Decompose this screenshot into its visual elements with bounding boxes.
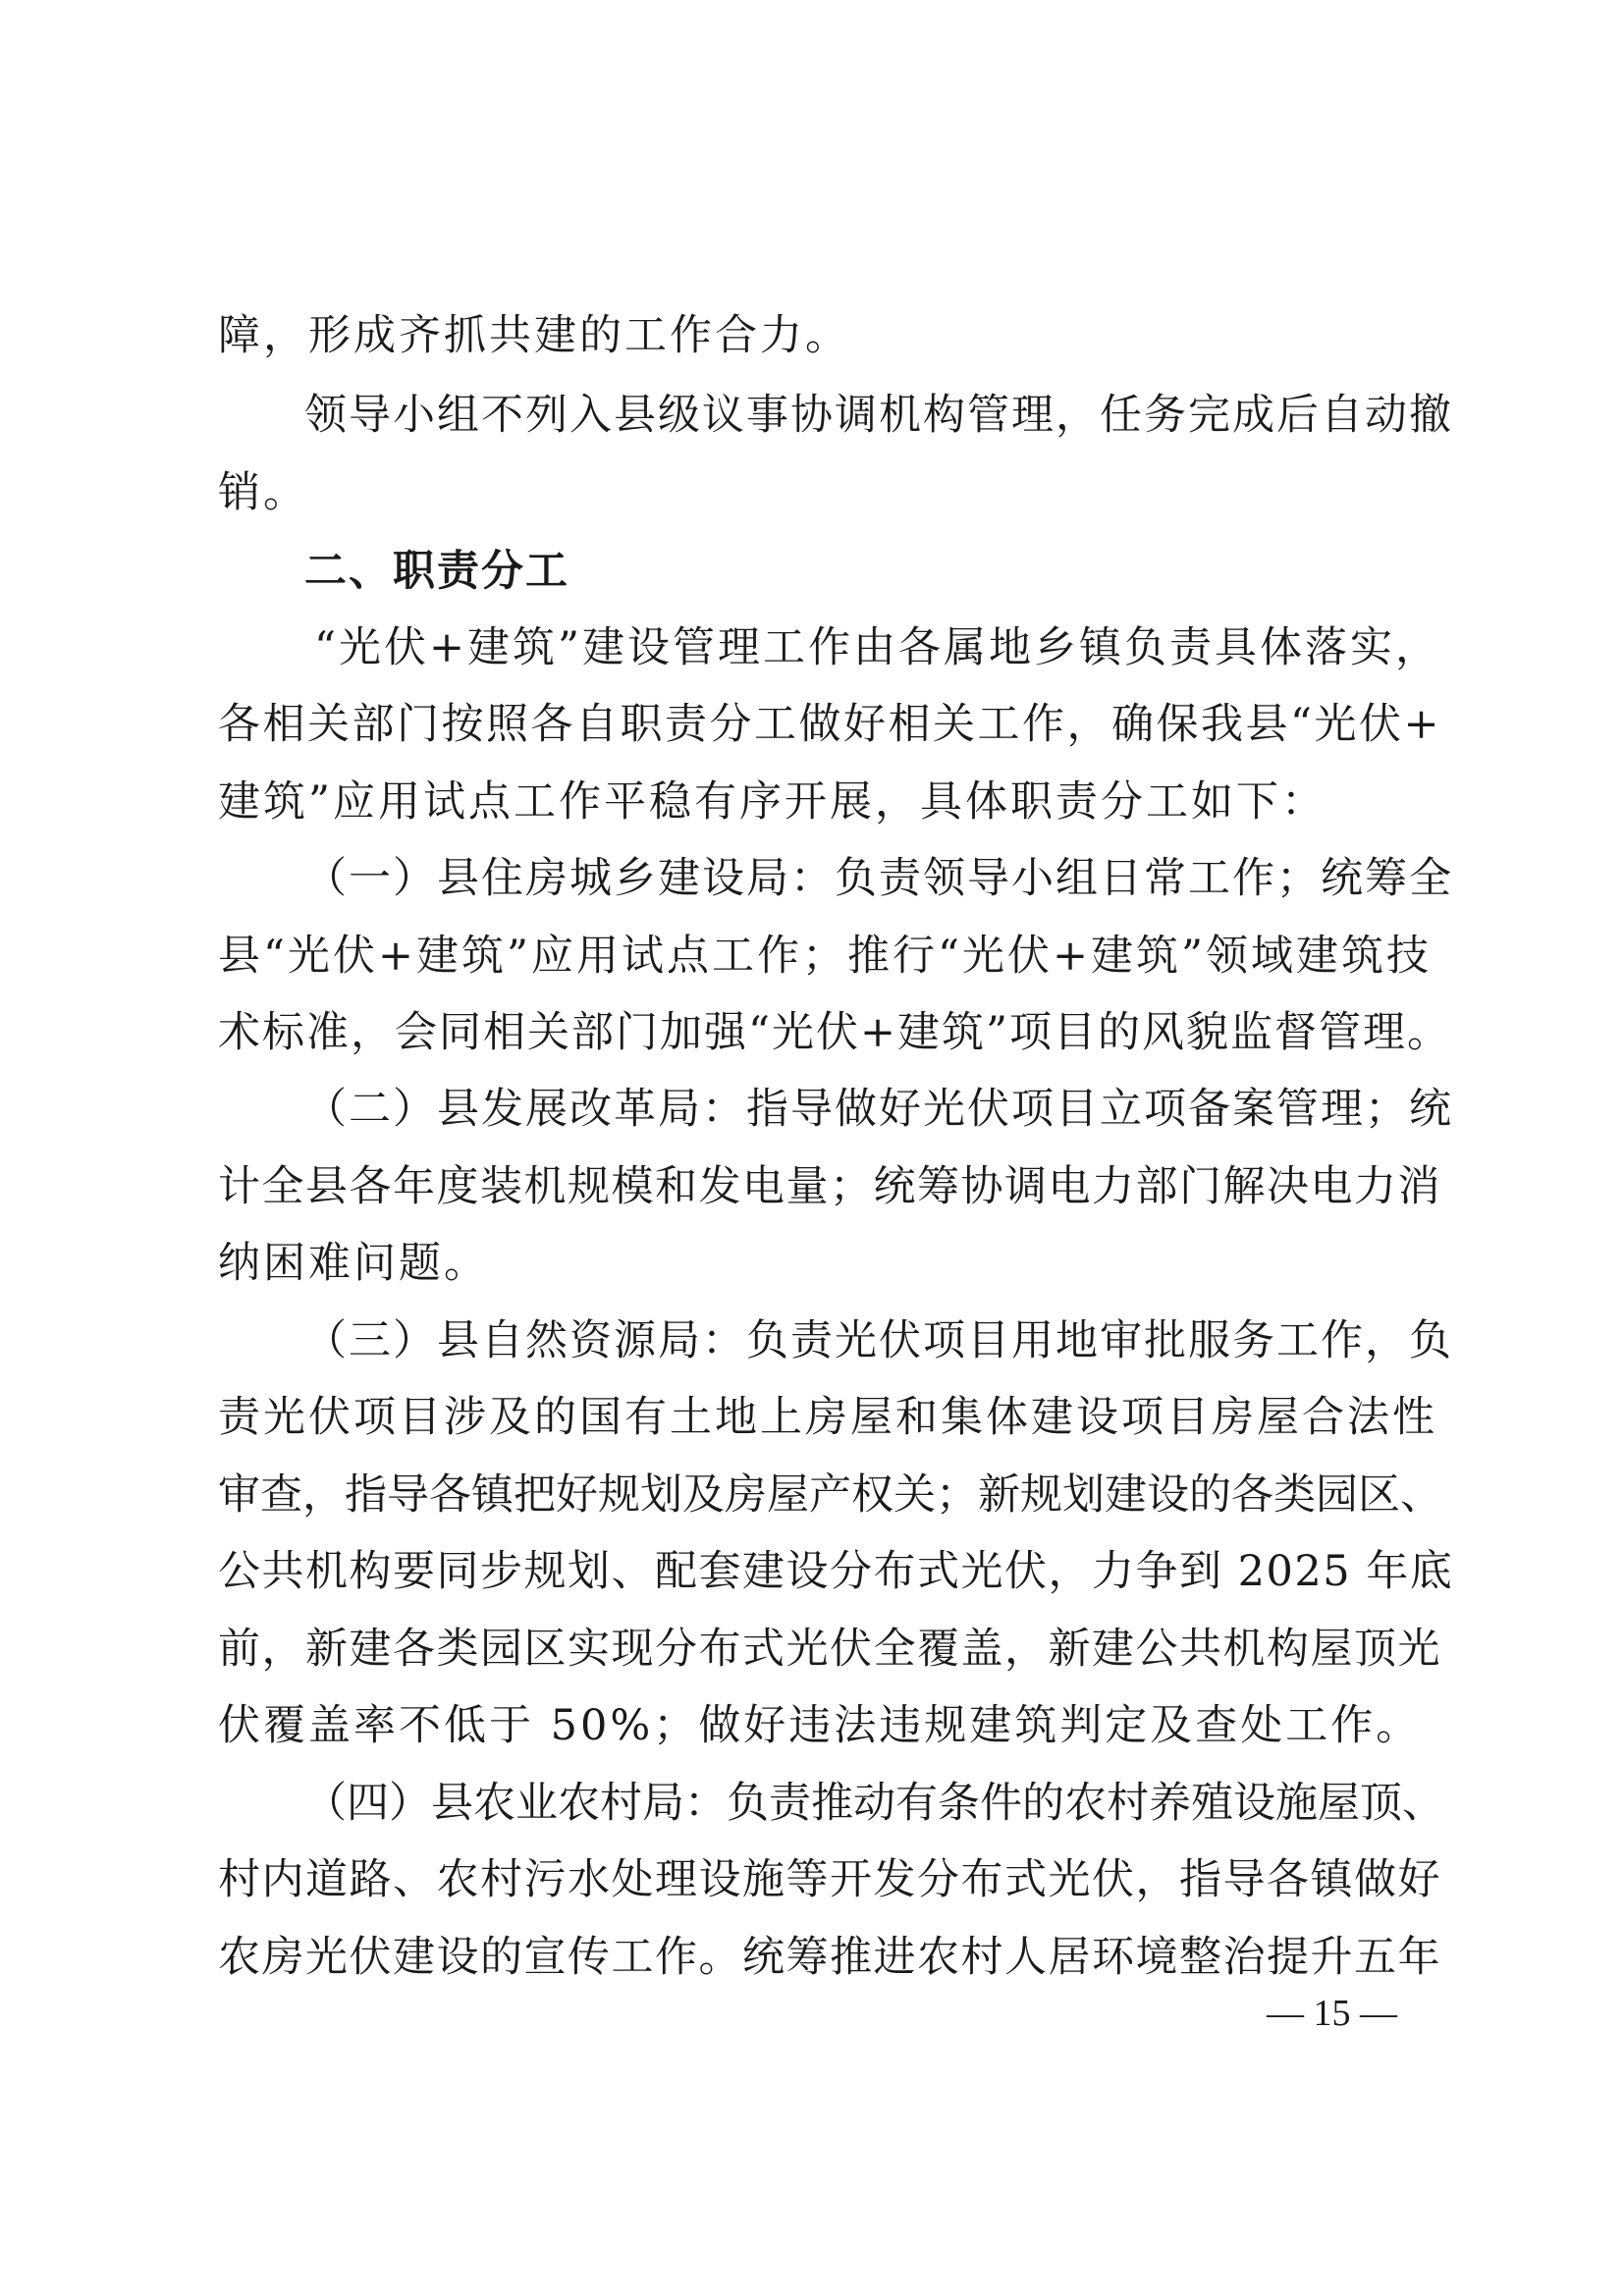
paragraph-line: 审查，指导各镇把好规划及房屋产权关；新规划建设的各类园区、 bbox=[218, 1470, 1442, 1520]
paragraph-line: 公共机构要同步规划、配套建设分布式光伏，力争到 2025 年底 bbox=[218, 1547, 1454, 1596]
paragraph-line: 纳困难问题。 bbox=[218, 1239, 489, 1288]
paragraph-line: 计全县各年度装机规模和发电量；统筹协调电力部门解决电力消 bbox=[218, 1162, 1441, 1211]
paragraph-line: 县“光伏+建筑”应用试点工作；推行“光伏+建筑”领域建筑技 bbox=[218, 932, 1432, 981]
paragraph-line: 村内道路、农村污水处理设施等开发分布式光伏，指导各镇做好 bbox=[218, 1855, 1441, 1904]
paragraph-line: 术标准，会同相关部门加强“光伏+建筑”项目的风貌监督管理。 bbox=[218, 1008, 1451, 1057]
paragraph-line: 责光伏项目涉及的国有土地上房屋和集体建设项目房屋合法性 bbox=[218, 1393, 1437, 1442]
paragraph-line: 伏覆盖率不低于 50%；做好违法违规建筑判定及查处工作。 bbox=[218, 1701, 1422, 1750]
paragraph-line: 各相关部门按照各自职责分工做好相关工作，确保我县“光伏+ bbox=[218, 700, 1442, 749]
paragraph-line: （一）县住房城乡建设局：负责领导小组日常工作；统筹全 bbox=[304, 854, 1453, 903]
paragraph-line: （三）县自然资源局：负责光伏项目用地审批服务工作，负 bbox=[304, 1316, 1453, 1365]
section-heading: 二、职责分工 bbox=[304, 547, 569, 596]
paragraph-line: （四）县农业农村局：负责推动有条件的农村养殖设施屋顶、 bbox=[304, 1779, 1444, 1828]
paragraph-line: 障，形成齐抓共建的工作合力。 bbox=[218, 311, 850, 360]
paragraph-line: 领导小组不列入县级议事协调机构管理，任务完成后自动撤 bbox=[304, 391, 1453, 440]
page-number: — 15 — bbox=[1267, 1993, 1397, 2034]
paragraph-line: 农房光伏建设的宣传工作。统筹推进农村人居环境整治提升五年 bbox=[218, 1933, 1441, 1982]
paragraph-line: 前，新建各类园区实现分布式光伏全覆盖，新建公共机构屋顶光 bbox=[218, 1625, 1441, 1674]
paragraph-line: 建筑”应用试点工作平稳有序开展，具体职责分工如下： bbox=[218, 777, 1326, 827]
paragraph-line: 销。 bbox=[218, 468, 308, 517]
paragraph-line: “光伏+建筑”建设管理工作由各属地乡镇负责具体落实， bbox=[314, 623, 1440, 672]
paragraph-line: （二）县发展改革局：指导做好光伏项目立项备案管理；统 bbox=[304, 1085, 1453, 1134]
